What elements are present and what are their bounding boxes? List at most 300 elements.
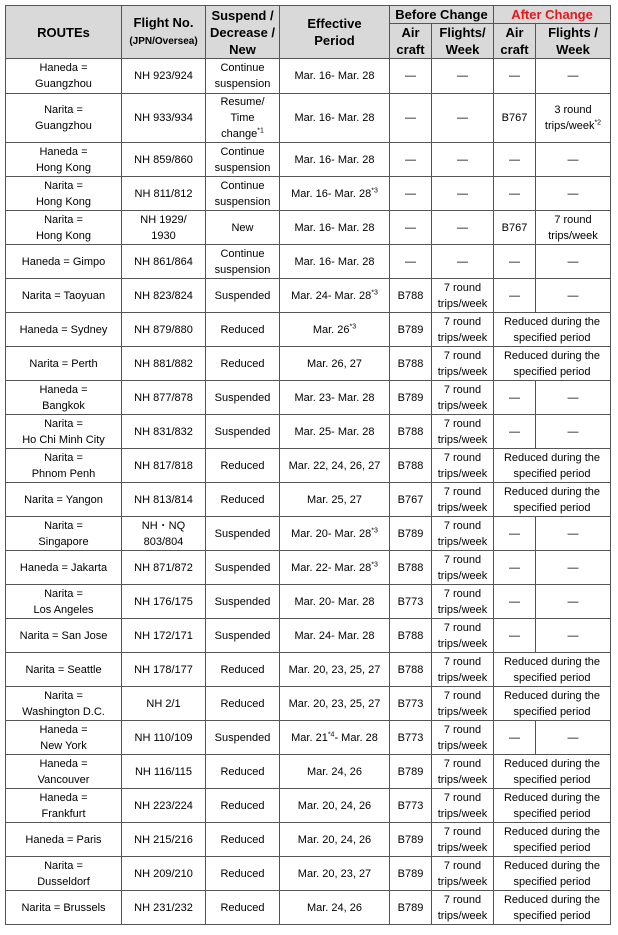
table-row [6,94,611,143]
route-cell [6,891,122,925]
status-cell [206,211,280,245]
after-change-merged-cell [494,687,611,721]
after-aircraft-cell [494,517,536,551]
after-flights-cell [536,585,611,619]
route-cell-text: Narita = Los Angeles [33,587,94,616]
after-change-merged-cell-text: Reduced during the specified period [503,451,600,480]
before-flights-cell-text: 7 round trips/week [437,621,488,650]
before-flights-cell-text: 7 round trips/week [437,281,488,310]
table-row [6,891,611,925]
after-aircraft-cell [494,381,536,415]
status-cell-text: Suspended [214,391,271,404]
period-cell [280,211,390,245]
before-aircraft-cell [390,279,432,313]
before-aircraft-cell-text: B788 [397,459,424,472]
route-cell-text: Haneda = Vancouver [37,757,90,786]
after-change-merged-cell [494,313,611,347]
status-cell-text: Suspended [214,561,271,574]
after-flights-cell-text: — [567,187,579,200]
route-cell [6,94,122,143]
after-flights-cell [536,143,611,177]
period-cell-text: Mar. 16- Mar. 28 [294,153,375,166]
route-cell [6,857,122,891]
before-aircraft-cell [390,585,432,619]
period-cell [280,687,390,721]
before-flights-cell-text: 7 round trips/week [437,451,488,480]
period-cell [280,721,390,755]
status-cell [206,245,280,279]
after-change-merged-cell-text: Reduced during the specified period [503,825,600,854]
before-flights-cell [432,381,494,415]
before-aircraft-header: Air craft [390,24,432,59]
before-aircraft-cell [390,789,432,823]
status-cell [206,687,280,721]
table-row [6,789,611,823]
flight-no-cell [122,381,206,415]
before-flights-cell-text: — [457,153,468,166]
before-flights-cell [432,245,494,279]
status-cell-text: Reduced [220,459,265,472]
after-flights-cell-text: — [567,425,579,438]
after-flights-cell [536,551,611,585]
route-cell-text: Narita = Washington D.C. [22,689,105,718]
before-aircraft-cell-text: B788 [397,289,424,302]
period-cell [280,177,390,211]
status-cell [206,857,280,891]
before-flights-cell [432,211,494,245]
effective-period-header: Effective Period [280,6,390,59]
table-row [6,245,611,279]
after-flights-cell-text: — [567,629,579,642]
before-aircraft-cell [390,381,432,415]
status-cell [206,619,280,653]
status-cell [206,415,280,449]
before-flights-cell [432,823,494,857]
route-cell-text: Narita = Yangon [24,493,103,506]
before-flights-cell-text: — [457,255,468,268]
route-cell-text: Narita = Taoyuan [21,289,106,302]
status-cell-text: Reduced [220,799,265,812]
after-change-merged-cell [494,891,611,925]
route-cell-text: Narita = Hong Kong [35,213,92,242]
table-row [6,279,611,313]
before-aircraft-cell-text: B788 [397,663,424,676]
period-cell-text: Mar. 16- Mar. 28 [294,70,375,82]
status-cell-text: Reduced [220,493,265,506]
before-aircraft-cell [390,483,432,517]
flight-no-cell [122,585,206,619]
after-flights-cell-text: — [567,70,579,82]
after-change-merged-cell [494,653,611,687]
after-aircraft-cell-text: — [509,391,520,404]
before-flights-cell [432,891,494,925]
suspend-header: Suspend / Decrease / New [206,6,280,59]
after-flights-cell [536,59,611,94]
status-cell-text: New [231,221,254,234]
period-cell [280,313,390,347]
route-cell-text: Haneda = Gimpo [21,255,106,268]
period-cell-text: Mar. 24- Mar. 28 [291,289,372,302]
period-cell [280,449,390,483]
status-cell [206,449,280,483]
flight-no-cell-text: NH 861/864 [134,255,193,268]
before-flights-cell [432,653,494,687]
table-row [6,59,611,94]
before-aircraft-cell-text: — [405,187,416,200]
route-cell [6,789,122,823]
after-change-merged-cell-text: Reduced during the specified period [503,893,600,922]
before-flights-cell-text: 7 round trips/week [437,485,488,514]
table-row [6,857,611,891]
after-flights-cell [536,381,611,415]
before-flights-cell [432,483,494,517]
flight-no-cell [122,211,206,245]
status-cell [206,755,280,789]
after-flights-cell [536,721,611,755]
before-aircraft-cell [390,143,432,177]
status-cell-text: Reduced [220,663,265,676]
period-cell-footnote: *3 [371,288,378,296]
before-aircraft-cell-text: B789 [397,323,424,336]
route-cell [6,313,122,347]
flight-no-cell [122,245,206,279]
period-cell-footnote: *3 [371,526,378,534]
flight-no-cell-text: NH 811/812 [134,187,193,200]
status-cell [206,517,280,551]
period-cell-text: Mar. 26 [312,323,350,336]
before-aircraft-cell [390,517,432,551]
status-cell-text: Reduced [220,357,265,370]
after-aircraft-cell-text: B767 [501,112,528,124]
after-flights-cell-text: — [567,255,579,268]
route-cell [6,585,122,619]
period-cell [280,619,390,653]
before-aircraft-cell-text: B788 [397,357,424,370]
table-row [6,721,611,755]
flight-no-cell-text: NH 178/177 [134,663,193,676]
after-aircraft-cell [494,415,536,449]
before-flights-cell-text: 7 round trips/week [437,893,488,922]
after-change-merged-cell [494,347,611,381]
table-row [6,755,611,789]
after-flights-cell-text: 7 round trips/week [548,213,598,242]
before-flights-cell-text: — [457,187,468,200]
before-aircraft-cell [390,653,432,687]
period-cell [280,381,390,415]
flight-no-cell [122,517,206,551]
before-aircraft-cell [390,449,432,483]
status-cell-text: Suspended [214,425,271,438]
table-row [6,517,611,551]
period-cell [280,245,390,279]
after-flights-cell [536,245,611,279]
flight-no-cell [122,687,206,721]
period-cell [280,279,390,313]
table-row [6,415,611,449]
after-change-merged-cell-text: Reduced during the specified period [503,315,600,344]
after-change-merged-cell-text: Reduced during the specified period [503,791,600,820]
before-aircraft-cell-text: B788 [397,629,424,642]
after-aircraft-cell-text: — [509,527,520,540]
period-cell-text: Mar. 24, 26 [306,765,363,778]
status-cell [206,721,280,755]
after-aircraft-cell [494,279,536,313]
flight-no-cell [122,94,206,143]
before-aircraft-cell [390,891,432,925]
before-flights-cell-text: 7 round trips/week [437,723,488,752]
before-aircraft-cell [390,823,432,857]
route-cell [6,551,122,585]
after-aircraft-header: Air craft [494,24,536,59]
table-row [6,381,611,415]
flight-no-cell [122,721,206,755]
after-aircraft-cell [494,585,536,619]
after-aircraft-cell [494,143,536,177]
route-cell-text: Haneda = Hong Kong [35,145,92,174]
period-cell-footnote: *3 [371,186,378,194]
before-flights-cell [432,449,494,483]
before-aircraft-cell-text: — [405,255,416,268]
flight-no-cell-text: NH 923/924 [134,70,193,82]
before-flights-week-header: Flights/ Week [432,24,494,59]
after-aircraft-cell-text: — [509,595,520,608]
routes-header: ROUTEs [6,6,122,59]
flight-no-cell [122,177,206,211]
period-cell-footnote: *3 [349,322,357,330]
before-aircraft-cell-text: B789 [397,833,424,846]
after-flights-cell [536,279,611,313]
flight-no-cell-text: NH 215/216 [134,833,193,846]
status-cell [206,143,280,177]
after-change-merged-cell-text: Reduced during the specified period [503,757,600,786]
before-aircraft-cell [390,755,432,789]
after-change-header: After Change [494,6,611,24]
route-cell-text: Haneda = Paris [25,833,102,846]
status-cell [206,94,280,143]
route-cell-text: Haneda = Frankfurt [39,791,88,820]
before-flights-cell [432,755,494,789]
status-cell [206,59,280,94]
route-cell [6,347,122,381]
route-cell [6,755,122,789]
before-aircraft-cell [390,313,432,347]
table-row [6,687,611,721]
period-cell-text: Mar. 21 [291,731,328,744]
before-flights-cell [432,313,494,347]
period-cell-text: Mar. 22, 24, 26, 27 [288,459,381,472]
flight-no-cell-text: NH 223/224 [134,799,193,812]
period-cell [280,347,390,381]
flight-no-cell [122,483,206,517]
before-aircraft-cell-text: B767 [397,493,424,506]
period-cell-text: Mar. 24- Mar. 28 [294,629,375,642]
before-flights-cell-text: 7 round trips/week [437,689,488,718]
before-flights-cell [432,347,494,381]
flight-no-header [122,6,206,59]
period-cell-text: Mar. 25, 27 [306,493,363,506]
period-cell [280,823,390,857]
route-cell-text: Narita = San Jose [19,629,108,642]
flight-no-cell [122,347,206,381]
before-aircraft-cell-text: — [405,70,416,82]
status-cell-text: Continue suspension [214,62,271,90]
status-cell [206,381,280,415]
after-flights-week-header: Flights / Week [536,24,611,59]
status-cell [206,347,280,381]
before-aircraft-cell-text: B789 [397,527,424,540]
status-cell-text: Resume/ Time change [220,96,265,140]
status-cell-footnote: *1 [257,127,264,135]
before-change-header: Before Change [390,6,494,24]
before-aircraft-cell-text: B773 [397,731,424,744]
before-flights-cell [432,517,494,551]
flight-no-cell [122,891,206,925]
before-flights-cell [432,585,494,619]
route-cell [6,59,122,94]
status-cell-text: Reduced [220,323,265,336]
before-flights-cell-text: — [457,221,468,234]
period-cell [280,517,390,551]
after-flights-cell-text: 3 round trips/week [544,104,595,132]
table-row [6,619,611,653]
after-change-merged-cell-text: Reduced during the specified period [503,689,600,718]
after-change-merged-cell-text: Reduced during the specified period [503,859,600,888]
flight-no-cell-text: NH 877/878 [134,391,193,404]
flight-no-cell-text: NH 881/882 [134,357,193,370]
period-cell [280,585,390,619]
period-cell-text: Mar. 16- Mar. 28 [294,112,375,124]
after-change-merged-cell [494,857,611,891]
route-cell-text: Narita = Dusseldorf [37,859,90,888]
after-aircraft-cell-text: — [509,289,520,302]
period-cell-footnote: *3 [371,560,378,568]
flight-no-cell-text: NH 831/832 [134,425,193,438]
flight-no-cell-text: NH 879/880 [134,323,193,336]
flight-no-cell [122,619,206,653]
after-aircraft-cell-text: — [509,187,520,200]
before-aircraft-cell [390,687,432,721]
status-cell-text: Continue suspension [214,179,271,208]
route-cell-text: Narita = Ho Chi Minh City [22,417,105,446]
after-aircraft-cell [494,59,536,94]
period-cell [280,891,390,925]
flight-no-cell-text: NH 231/232 [134,901,193,914]
before-aircraft-cell [390,211,432,245]
table-body [6,59,611,925]
route-cell-text: Narita = Hong Kong [35,179,92,208]
flight-no-cell [122,755,206,789]
before-flights-cell [432,857,494,891]
before-flights-cell-text: — [457,112,468,124]
route-cell-text: Haneda = Jakarta [19,561,108,574]
after-aircraft-cell-text: — [509,425,520,438]
table-row [6,551,611,585]
route-cell [6,143,122,177]
route-schedule-table [5,5,611,925]
after-aircraft-cell [494,177,536,211]
status-cell [206,483,280,517]
status-cell-text: Reduced [220,697,265,710]
before-aircraft-cell-text: — [405,153,416,166]
after-aircraft-cell [494,721,536,755]
flight-no-cell-text: NH 933/934 [134,112,193,124]
after-aircraft-cell-text: — [509,561,520,574]
period-cell-text: Mar. 25- Mar. 28 [294,425,375,438]
status-cell [206,551,280,585]
period-cell-text: Mar. 16- Mar. 28 [294,255,375,268]
period-cell-text: Mar. 23- Mar. 28 [294,391,375,404]
route-cell-text: Haneda = Guangzhou [35,62,92,90]
period-cell-text: Mar. 20, 23, 25, 27 [288,697,381,710]
after-change-merged-cell-text: Reduced during the specified period [503,485,600,514]
status-cell-text: Suspended [214,731,271,744]
before-flights-cell-text: 7 round trips/week [437,417,488,446]
after-flights-cell-text: — [567,289,579,302]
flight-no-cell-text: NH 823/824 [134,289,193,302]
status-cell-text: Reduced [220,901,265,914]
table-row [6,177,611,211]
flight-no-cell-text: NH・NQ 803/804 [141,519,186,548]
route-cell [6,381,122,415]
period-cell [280,94,390,143]
route-cell [6,415,122,449]
flight-no-cell [122,449,206,483]
after-flights-cell [536,517,611,551]
flight-no-cell-text: NH 859/860 [134,153,193,166]
period-cell-footnote: *4 [327,730,335,738]
before-flights-cell [432,789,494,823]
period-cell-text: Mar. 20- Mar. 28 [294,595,375,608]
after-aircraft-cell-text: B767 [501,221,528,234]
period-cell [280,653,390,687]
before-aircraft-cell-text: — [405,221,416,234]
period-cell [280,415,390,449]
flight-no-cell [122,143,206,177]
table-row [6,347,611,381]
table-row [6,653,611,687]
route-cell-text: Narita = Singapore [38,519,89,548]
before-aircraft-cell [390,721,432,755]
before-flights-cell [432,687,494,721]
before-flights-cell-text: 7 round trips/week [437,587,488,616]
period-cell-text: Mar. 20- Mar. 28 [291,527,372,540]
route-cell [6,721,122,755]
before-flights-cell-text: 7 round trips/week [437,383,488,412]
flight-no-cell-text: NH 1929/ 1930 [140,213,187,242]
status-cell-text: Reduced [220,833,265,846]
after-flights-cell-footnote: *2 [594,119,602,127]
route-cell [6,517,122,551]
before-aircraft-cell [390,94,432,143]
route-cell-text: Narita = Perth [29,357,98,370]
status-cell-text: Suspended [214,527,271,540]
flight-no-cell [122,551,206,585]
before-flights-cell-text: 7 round trips/week [437,825,488,854]
table-header [6,6,611,59]
status-cell-text: Suspended [214,595,271,608]
before-flights-cell [432,177,494,211]
flight-no-cell [122,823,206,857]
after-change-merged-cell [494,483,611,517]
after-change-merged-cell-text: Reduced during the specified period [503,655,600,684]
after-aircraft-cell-text: — [509,629,520,642]
after-flights-cell [536,177,611,211]
status-cell-text: Reduced [220,867,265,880]
after-flights-cell-text: — [567,561,579,574]
flight-no-cell [122,789,206,823]
after-aircraft-cell-text: — [509,70,520,82]
before-aircraft-cell [390,619,432,653]
